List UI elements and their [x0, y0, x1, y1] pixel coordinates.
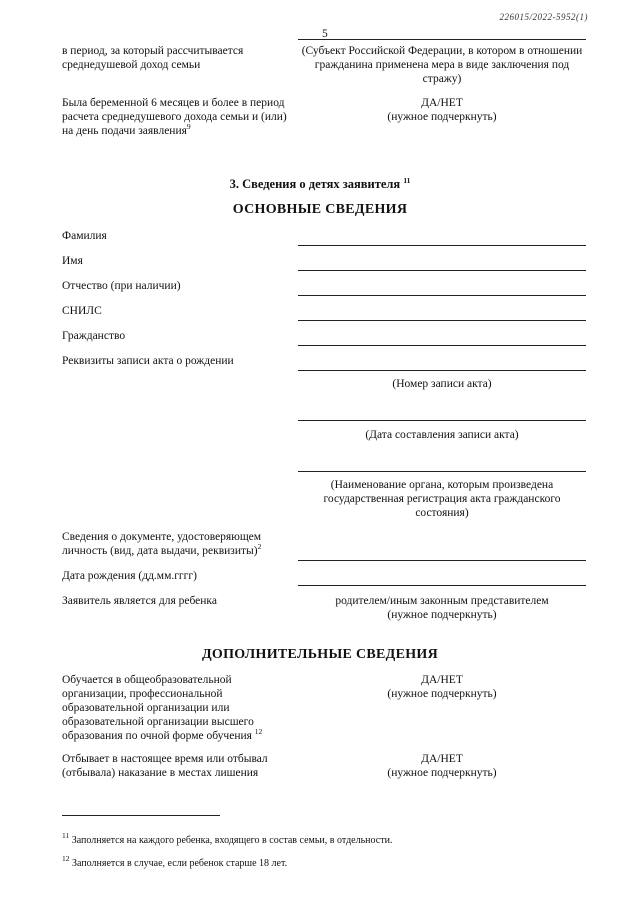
birth-date-field[interactable]: [298, 585, 586, 586]
birth-date-label: Дата рождения (дд.мм.гггг): [62, 570, 197, 582]
registrar-field[interactable]: [298, 471, 586, 472]
page-number: 5: [322, 28, 328, 40]
footnote-12: $^{12}$ Заполняется в случае, если ребенок старше 18 лет.: [62, 854, 288, 869]
footnote-11: $^{11}$ Заполняется на каждого ребенка, входящего в состав семьи, в отдельности.: [62, 831, 393, 846]
identity-doc-field[interactable]: [298, 560, 586, 561]
additional-info-heading: ДОПОЛНИТЕЛЬНЫЕ СВЕДЕНИЯ: [201, 647, 438, 662]
prison-label: Отбывает в настоящее время или отбывал (отбывала) наказание в местах лишения: [62, 753, 268, 779]
subject-caption: (Субъект Российской Федерации, в котором в отношении гражданина применена мера в виде заключения под стражу): [301, 45, 583, 85]
studies-answer[interactable]: ДА/НЕТ: [421, 674, 463, 686]
birth-record-label: Реквизиты записи акта о рождении: [62, 355, 234, 367]
name-label: Имя: [62, 255, 83, 267]
applicant-role-hint: (нужное подчеркнуть): [387, 609, 497, 621]
studies-label: Обучается в общеобразовательной организации, профессиональной образовательной организации или образовательной организации высшего образования по очной форме обучения $^{12}$: [62, 674, 263, 742]
patronymic-field[interactable]: [298, 295, 586, 296]
period-text: в период, за который рассчитывается среднедушевой доход семьи: [62, 45, 244, 71]
applicant-role-label: Заявитель является для ребенка: [62, 595, 217, 607]
document-id: 226015/2022-5952(1): [499, 12, 588, 22]
applicant-role-value[interactable]: родителем/иным законным представителем: [335, 595, 549, 607]
surname-label: Фамилия: [62, 230, 107, 242]
pregnant-answer[interactable]: ДА/НЕТ: [421, 97, 463, 109]
studies-hint: (нужное подчеркнуть): [387, 688, 497, 700]
basic-info-heading: ОСНОВНЫЕ СВЕДЕНИЯ: [232, 202, 408, 217]
identity-doc-label: Сведения о документе, удостоверяющем личность (вид, дата выдачи, реквизиты)$^2$: [62, 531, 262, 557]
record-date-caption: (Дата составления записи акта): [365, 429, 519, 441]
record-date-field[interactable]: [298, 420, 586, 421]
record-number-field[interactable]: [298, 370, 586, 371]
pregnant-hint: (нужное подчеркнуть): [387, 111, 497, 123]
snils-field[interactable]: [298, 320, 586, 321]
subject-line: [298, 39, 586, 40]
record-number-caption: (Номер записи акта): [392, 378, 492, 390]
pregnant-label: Была беременной 6 месяцев и более в период расчета среднедушевого дохода семьи и (или) на день подачи заявления$^9$: [62, 97, 287, 137]
patronymic-label: Отчество (при наличии): [62, 280, 181, 292]
name-field[interactable]: [298, 270, 586, 271]
snils-label: СНИЛС: [62, 305, 102, 317]
prison-answer[interactable]: ДА/НЕТ: [421, 753, 463, 765]
citizenship-label: Гражданство: [62, 330, 126, 342]
surname-field[interactable]: [298, 245, 586, 246]
prison-hint: (нужное подчеркнуть): [387, 767, 497, 779]
footnote-separator: [62, 815, 220, 816]
registrar-caption: (Наименование органа, которым произведена государственная регистрация акта гражданского состояния): [323, 479, 561, 519]
section-title: 3. Сведения о детях заявителя $^{11}$: [229, 176, 411, 191]
citizenship-field[interactable]: [298, 345, 586, 346]
